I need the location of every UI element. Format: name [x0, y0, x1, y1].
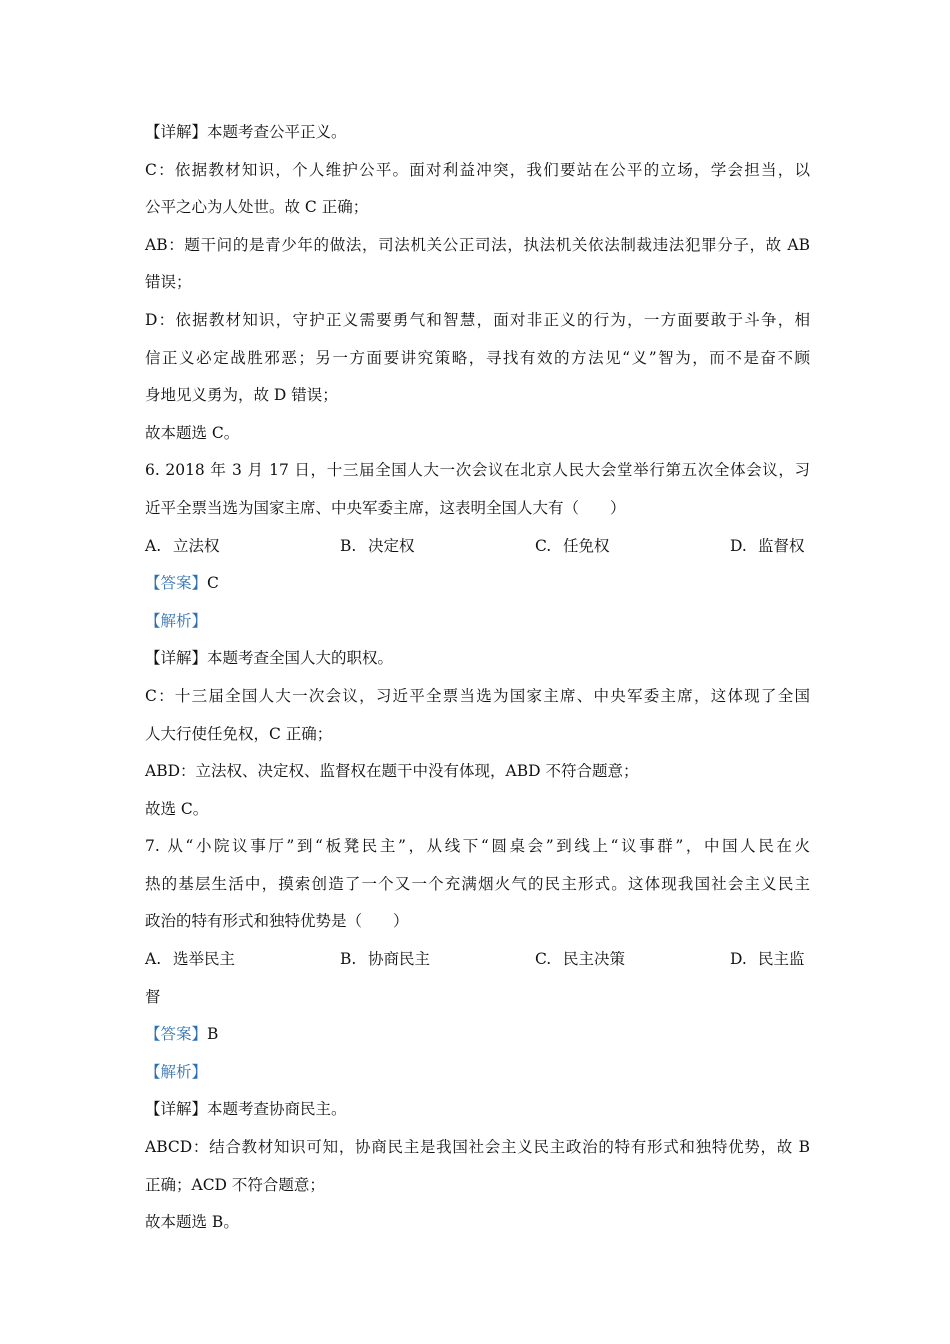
q7-option-d: [730, 941, 810, 979]
q7-analysis-label: 【解析】: [145, 1062, 208, 1081]
q7-option-b-letter: B.: [340, 950, 357, 969]
q6-option-d-text: 监督权: [758, 536, 805, 555]
q6-answer: [145, 565, 810, 603]
q7-option-c: [535, 941, 730, 979]
q6-option-c-text: 任免权: [563, 536, 610, 555]
q7-stem-line3: 政治的特有形式和独特优势是（ ）: [145, 912, 409, 931]
q6-option-d: [730, 528, 810, 566]
q6-answer-value: C: [207, 574, 219, 593]
q7-answer: [145, 1016, 810, 1054]
q7-option-a: [145, 941, 340, 979]
q7-option-d-wrap: 督: [145, 987, 161, 1006]
q5-option-d-explanation-line3: 身地见义勇为，故 D 错误；: [145, 386, 338, 405]
q6-option-c: [535, 528, 730, 566]
q7-stem-line1: 7. 从“小院议事厅”到“板凳民主”，从线下“圆桌会”到线上“议事群”，中国人民在火: [145, 837, 810, 856]
document-content: [145, 114, 810, 1242]
q5-option-ab-explanation-line1: AB：题干问的是青少年的做法，司法机关公正司法，执法机关依法制裁违法犯罪分子，故 AB: [145, 235, 810, 254]
q6-option-b: [340, 528, 535, 566]
q5-option-d-explanation-line1: D：依据教材知识，守护正义需要勇气和智慧，面对非正义的行为，一方面要敢于斗争，相: [145, 310, 810, 329]
q6-option-abd-explanation: ABD：立法权、决定权、监督权在题干中没有体现，ABD 不符合题意；: [145, 762, 639, 781]
q6-conclusion: 故选 C。: [145, 799, 209, 818]
q6-analysis-label: 【解析】: [145, 611, 208, 630]
q7-option-d-letter: D.: [730, 950, 747, 969]
q7-option-abcd-explanation-line1: ABCD：结合教材知识可知，协商民主是我国社会主义民主政治的特有形式和独特优势，故 B: [145, 1138, 810, 1157]
q6-option-b-letter: B.: [340, 536, 357, 555]
q7-option-abcd-explanation-line2: 正确；ACD 不符合题意；: [145, 1175, 325, 1194]
q6-option-c-explanation-line2: 人大行使任免权，C 正确；: [145, 724, 333, 743]
q7-answer-value: B: [207, 1025, 219, 1044]
q6-option-c-explanation-line1: C：十三届全国人大一次会议，习近平全票当选为国家主席、中央军委主席，这体现了全国: [145, 686, 810, 705]
q7-answer-label: 【答案】: [145, 1025, 208, 1044]
q6-answer-label: 【答案】: [145, 574, 208, 593]
q6-option-a-letter: A.: [145, 536, 162, 555]
q5-conclusion: 故本题选 C。: [145, 423, 240, 442]
q7-option-c-letter: C.: [535, 950, 552, 969]
q7-detail: 【详解】本题考查协商民主。: [145, 1100, 347, 1119]
q5-option-ab-explanation-line2: 错误；: [145, 273, 192, 292]
q6-option-a: [145, 528, 340, 566]
q7-option-d-text: 民主监: [758, 950, 805, 969]
q6-option-b-text: 决定权: [368, 536, 415, 555]
q6-option-a-text: 立法权: [173, 536, 220, 555]
q7-option-b-text: 协商民主: [368, 950, 431, 969]
q6-option-d-letter: D.: [730, 536, 747, 555]
q6-options: [145, 528, 810, 566]
q6-stem-line2: 近平全票当选为国家主席、中央军委主席，这表明全国人大有（ ）: [145, 498, 626, 517]
q7-stem-line2: 热的基层生活中，摸索创造了一个又一个充满烟火气的民主形式。这体现我国社会主义民主: [145, 874, 810, 893]
q5-option-c-explanation-line1: C：依据教材知识，个人维护公平。面对利益冲突，我们要站在公平的立场，学会担当，以: [145, 160, 810, 179]
q7-option-a-letter: A.: [145, 950, 162, 969]
q6-stem-line1: 6. 2018 年 3 月 17 日，十三届全国人大一次会议在北京人民大会堂举行第五次全体会议，习: [145, 461, 810, 480]
q5-detail: 【详解】本题考查公平正义。: [145, 123, 347, 141]
q6-detail: 【详解】本题考查全国人大的职权。: [145, 649, 394, 668]
q7-option-b: [340, 941, 535, 979]
q5-option-d-explanation-line2: 信正义必定战胜邪恶；另一方面要讲究策略，寻找有效的方法见“义”智为，而不是奋不顾: [145, 348, 810, 367]
q7-conclusion: 故本题选 B。: [145, 1213, 239, 1232]
q6-option-c-letter: C.: [535, 536, 552, 555]
q5-option-c-explanation-line2: 公平之心为人处世。故 C 正确；: [145, 198, 369, 217]
q7-option-a-text: 选举民主: [173, 950, 236, 969]
q7-option-c-text: 民主决策: [563, 950, 626, 969]
q7-options: [145, 941, 810, 979]
